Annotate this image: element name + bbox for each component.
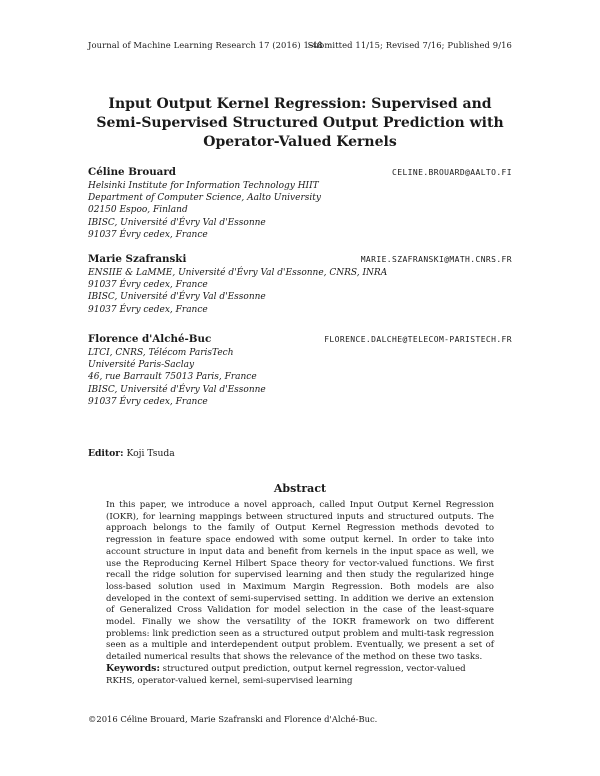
affiliation-line: Department of Computer Science, Aalto University (88, 193, 321, 204)
author-name: Céline Brouard (88, 166, 176, 178)
author-name: Florence d'Alché-Buc (88, 333, 212, 345)
editor-label: Editor: (88, 448, 124, 459)
author-block-szafranski (88, 253, 512, 316)
title-line: Input Output Kernel Regression: Supervised and (108, 96, 492, 112)
affiliation-line: Université Paris-Saclay (88, 360, 195, 371)
affiliation-line: IBISC, Université d'Évry Val d'Essonne (88, 292, 266, 303)
affiliation-line: IBISC, Université d'Évry Val d'Essonne (88, 217, 266, 228)
affiliation-line: 91037 Évry cedex, France (88, 396, 208, 407)
affiliation-line: 91037 Évry cedex, France (88, 229, 208, 240)
abstract-text: In this paper, we introduce a novel approach, called Input Output Kernel Regression (IOKR), for learning mappings between structured inputs and structured outputs. The approach belongs to the family of Output Kernel Regression methods devoted to regression in feature space endowed with some output kernel. In order to take into account structure in input data and benefit from kernels in the input space as well, we use the Reproducing Kernel Hilbert Space theory for vector-valued functions. We first recall the ridge solution for supervised learning and then study the regularized hinge loss-based solution used in Maximum Margin Regression. Both models are also developed in the context of semi-supervised setting. In addition we derive an extension of Generalized Cross Validation for model selection in the case of the least-square model. Finally we show the versatility of the IOKR framework on two different problems: link prediction seen as a structured output problem and multi-task regression seen as a multiple and interdependent output problem. Eventually, we present a set of detailed numerical results that shows the relevance of the method on these two tasks. (106, 500, 494, 663)
affiliation-line: Helsinki Institute for Information Technology HIIT (88, 181, 319, 191)
author-email[interactable]: CELINE.BROUARD@AALTO.FI (392, 168, 512, 177)
author-name: Marie Szafranski (88, 253, 187, 265)
affiliation-line: 02150 Espoo, Finland (88, 205, 188, 216)
affiliation-line: IBISC, Université d'Évry Val d'Essonne (88, 384, 266, 395)
abstract-heading: Abstract (273, 482, 327, 495)
paper-title (60, 95, 540, 152)
editor-name: Koji Tsuda (126, 448, 175, 459)
copyright-notice: ©2016 Céline Brouard, Marie Szafranski and Florence d'Alché-Buc. (88, 714, 378, 724)
affiliation-line: LTCI, CNRS, Télécom ParisTech (88, 348, 234, 358)
title-line: Semi-Supervised Structured Output Prediction with (96, 115, 504, 131)
affiliation-line: 91037 Évry cedex, France (88, 304, 208, 315)
author-block-dalche-buc (88, 333, 512, 408)
author-block-brouard (88, 166, 512, 241)
journal-header: Journal of Machine Learning Research 17 (2016) 1-48 (88, 40, 323, 50)
affiliation-line: 46, rue Barrault 75013 Paris, France (88, 372, 257, 383)
affiliation-line: ENSIIE & LaMME, Université d'Évry Val d'Essonne, CNRS, INRA (88, 268, 388, 278)
keywords-line (106, 663, 494, 687)
author-email[interactable]: MARIE.SZAFRANSKI@MATH.CNRS.FR (360, 255, 512, 264)
author-email[interactable]: FLORENCE.DALCHE@TELECOM-PARISTECH.FR (324, 335, 512, 344)
affiliation-line: 91037 Évry cedex, France (88, 280, 208, 291)
keywords-label: Keywords: (106, 663, 160, 674)
keywords-text: structured output prediction, output kernel regression, vector-valued RKHS, operator-valued kernel, semi-supervised learning (106, 664, 466, 686)
editor-line (88, 448, 175, 459)
title-line: Operator-Valued Kernels (203, 134, 397, 150)
submission-dates: Submitted 11/15; Revised 7/16; Published 9/16 (307, 40, 512, 50)
